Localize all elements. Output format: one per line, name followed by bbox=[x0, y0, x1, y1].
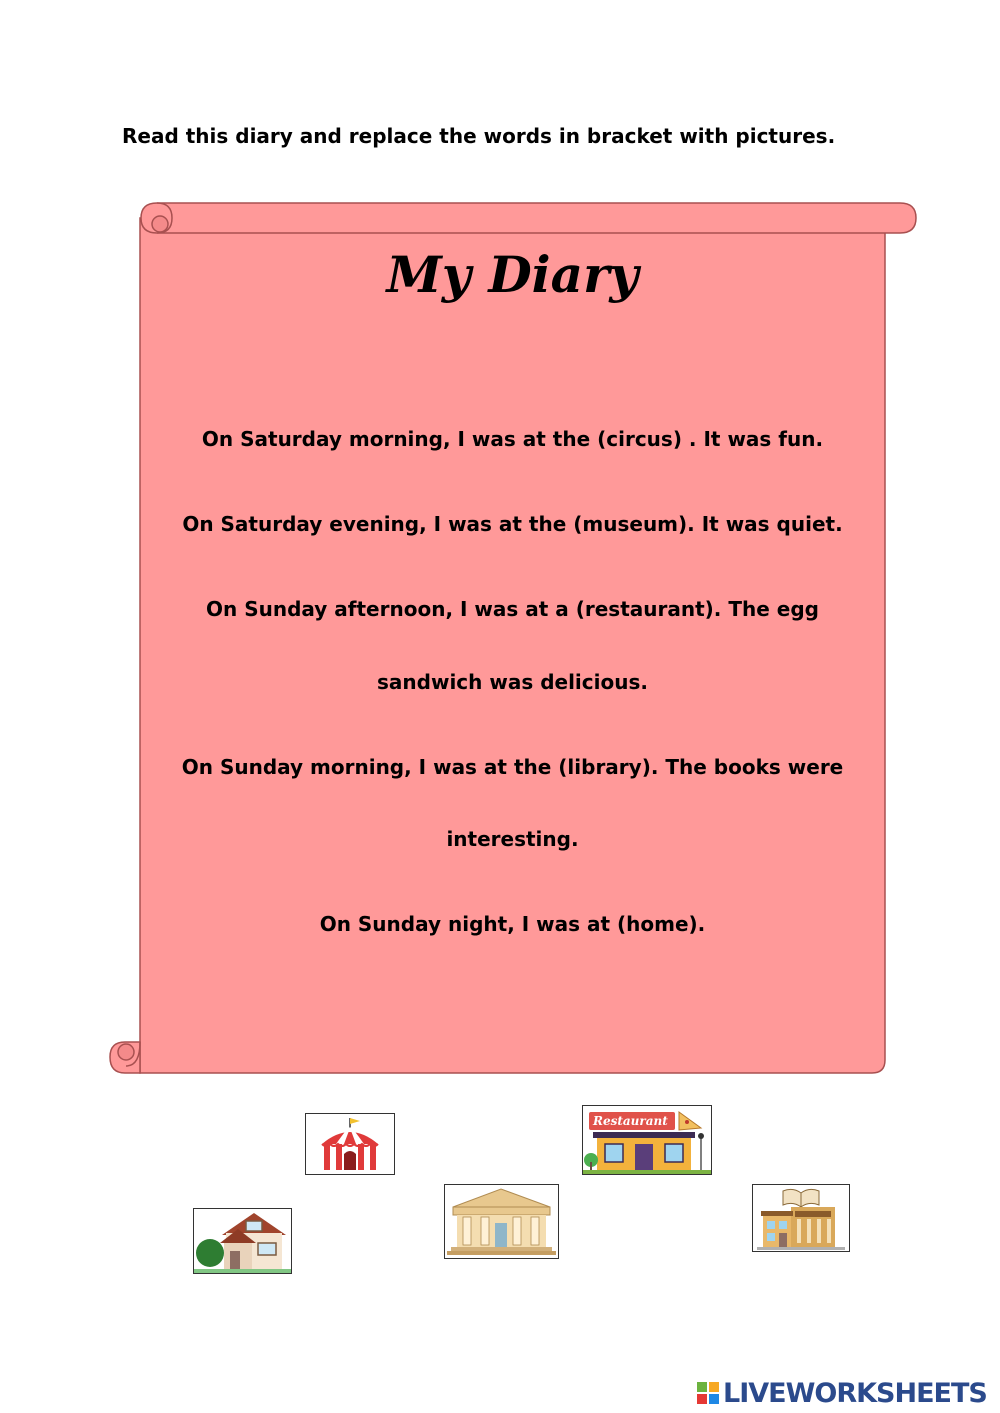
entry-saturday-morning: On Saturday morning, I was at the (circus) . It was fun. bbox=[201, 427, 824, 451]
liveworksheets-logo-icon bbox=[697, 1382, 719, 1404]
liveworksheets-logo[interactable] bbox=[697, 1375, 997, 1411]
logo-text: LIVEWORKSHEETS bbox=[723, 1377, 987, 1409]
entry-sunday-afternoon: On Sunday afternoon, I was at a (restaurant). The egg bbox=[206, 597, 819, 621]
house-icon[interactable] bbox=[193, 1208, 292, 1274]
entry-sunday-night: On Sunday night, I was at (home). bbox=[319, 912, 706, 936]
circus-tent-icon[interactable] bbox=[305, 1113, 395, 1175]
diary-title: My Diary bbox=[386, 245, 639, 304]
entry-saturday-evening: On Saturday evening, I was at the (museum). It was quiet. bbox=[182, 512, 843, 536]
instruction-text: Read this diary and replace the words in bracket with pictures. bbox=[122, 124, 836, 148]
restaurant-icon[interactable] bbox=[582, 1105, 712, 1175]
museum-icon[interactable] bbox=[444, 1184, 559, 1259]
entry-sunday-afternoon-cont: sandwich was delicious. bbox=[377, 670, 648, 694]
entry-sunday-morning-cont: interesting. bbox=[446, 827, 579, 851]
entry-sunday-morning: On Sunday morning, I was at the (library). The books were bbox=[181, 755, 844, 779]
restaurant-sign-text: Restaurant bbox=[593, 1114, 668, 1128]
library-icon[interactable] bbox=[752, 1184, 850, 1252]
